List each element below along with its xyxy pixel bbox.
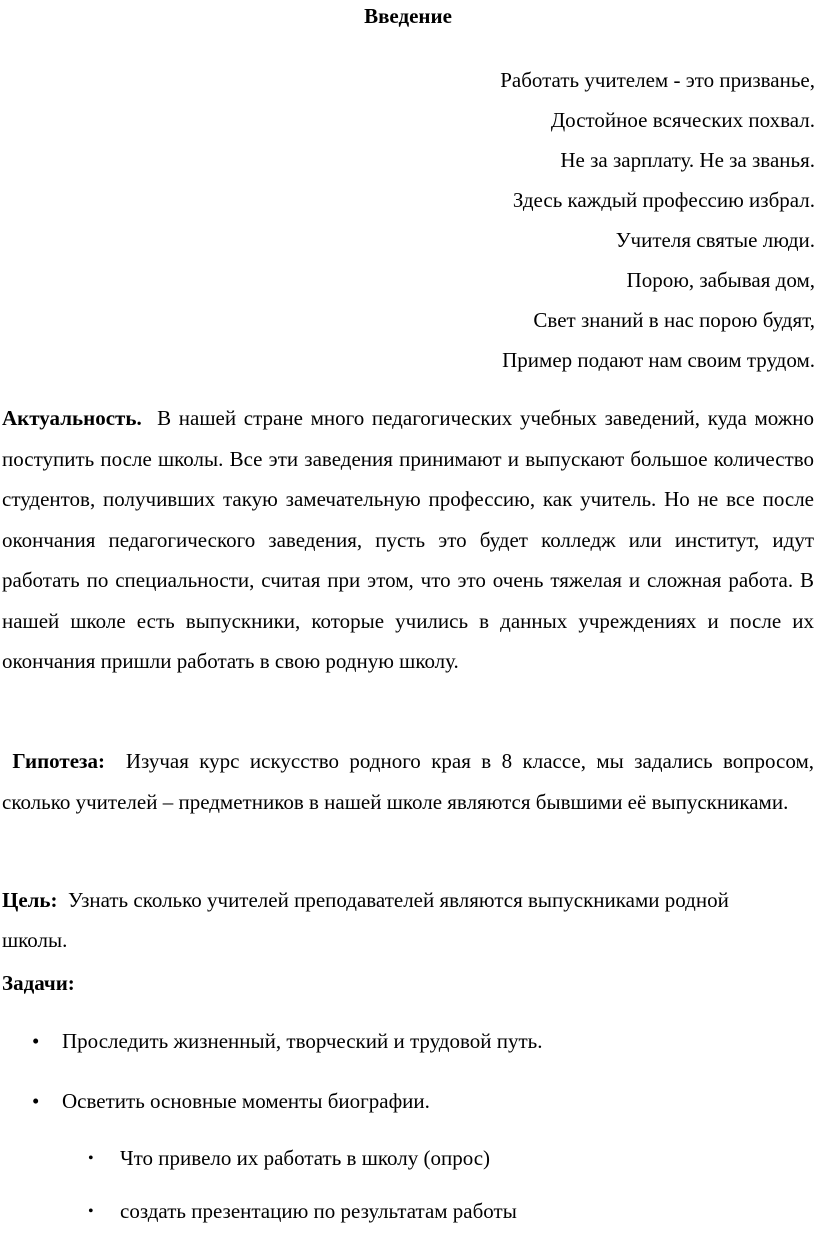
task-item [88,1143,491,1173]
poem-line: Не за зарплату. Не за званья. [560,148,815,172]
poem-line: Учителя святые люди. [615,228,815,252]
task-item [88,1196,517,1226]
actuality-text: В нашей стране много педагогических учебных заведений, куда можно поступить после школы. Все эти заведения принимают и выпускают большое количество студентов, получивших такую замечательную профессию, как учитель. Но не все после окончания педагогического заведения, пусть это будет колледж или институт, идут работать по специальности, считая при этом, что это очень тяжелая и сложная работа. В нашей школе есть выпускники, которые учились в данных учреждениях и после их окончания пришли работать в свою родную школу. [2,406,815,673]
task-text: создать презентацию по результатам работы [120,1199,517,1223]
goal-text: Узнать сколько учителей преподавателей являются выпускниками родной школы. [2,888,729,952]
poem-line: Здесь каждый профессию избрал. [512,188,815,212]
actuality-paragraph [2,398,814,682]
hypothesis-text: Изучая курс искусство родного края в 8 классе, мы задались вопросом, сколько учителей – предметников в нашей школе являются бывшими её выпускниками. [2,749,815,814]
tasks-heading: Задачи: [2,971,75,995]
task-text: Проследить жизненный, творческий и трудовой путь. [62,1029,543,1053]
poem-line: Пример подают нам своим трудом. [502,348,815,372]
task-text: Осветить основные моменты биографии. [62,1089,430,1113]
epigraph-poem [500,60,815,380]
actuality-label: Актуальность. [2,406,142,430]
hypothesis-paragraph [2,741,814,822]
goal-paragraph [2,880,772,960]
task-text: Что привело их работать в школу (опрос) [120,1146,491,1170]
bullet-icon: • [32,1089,40,1113]
bullet-icon: • [88,1203,94,1220]
goal-label: Цель: [2,888,58,912]
poem-line: Свет знаний в нас порою будят, [533,308,815,332]
hypothesis-label: Гипотеза: [12,749,105,773]
task-item [32,1026,543,1056]
page-title: Введение [364,4,452,28]
task-item [32,1086,430,1116]
bullet-icon: • [32,1029,40,1053]
poem-line: Работать учителем - это призванье, [500,68,815,92]
poem-line: Достойное всяческих похвал. [550,108,815,132]
poem-line: Порою, забывая дом, [626,268,815,292]
bullet-icon: • [88,1150,94,1167]
